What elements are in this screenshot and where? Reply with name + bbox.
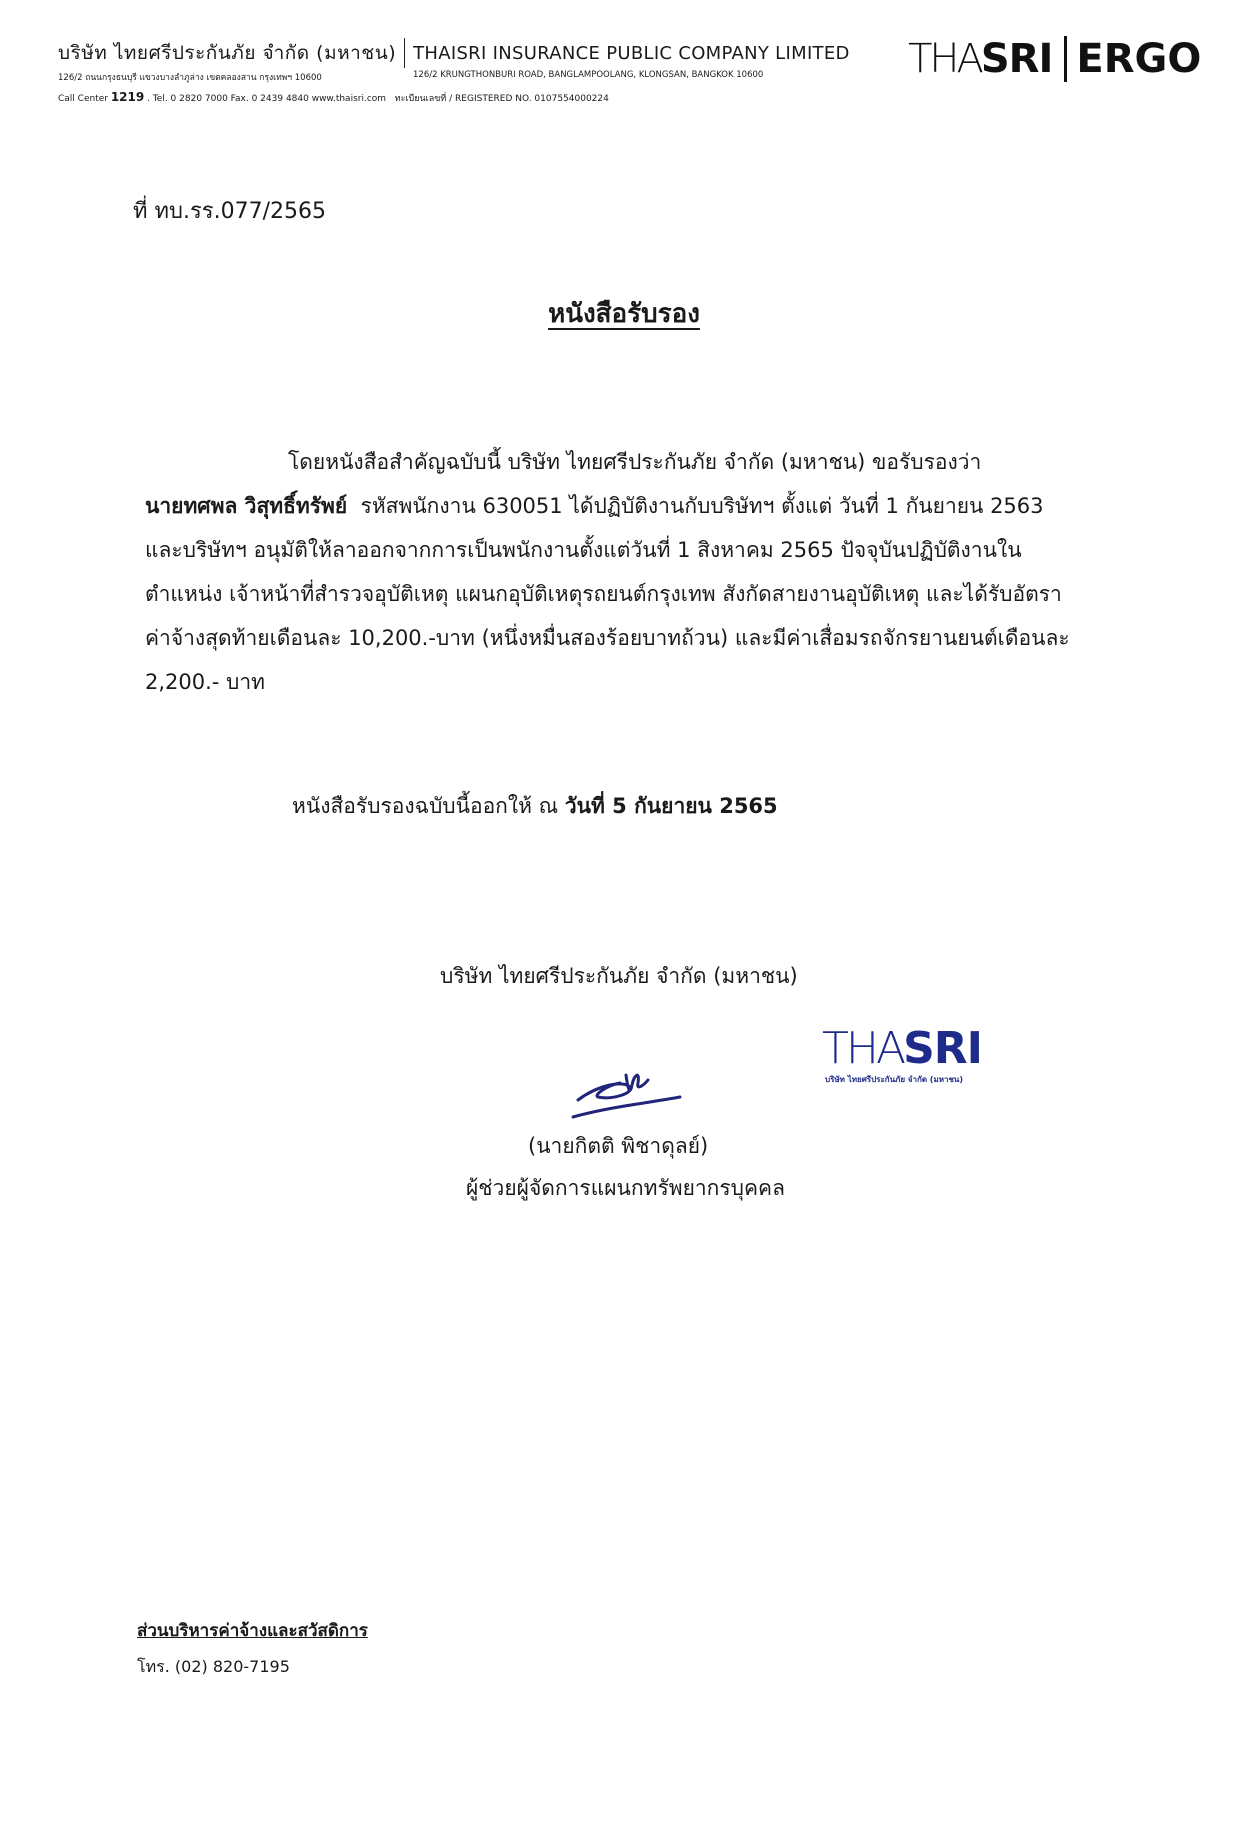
brand-sri: SRI: [980, 36, 1053, 82]
body-line-1: โดยหนังสือสำคัญฉบับนี้ บริษัท ไทยศรีประกันภัย จำกัด (มหาชน) ขอรับรองว่า: [288, 450, 982, 474]
issued-statement: [292, 790, 778, 823]
signer-name: (นายกิตติ พิชาดุลย์): [528, 1134, 709, 1158]
company-name-en: THAISRI INSURANCE PUBLIC COMPANY LIMITED: [413, 42, 850, 64]
address-th: 126/2 ถนนกรุงธนบุรี แขวงบางลำภูล่าง เขตคลองสาน กรุงเทพฯ 10600: [58, 73, 322, 83]
footer-telephone: โทร. (02) 820-7195: [137, 1657, 290, 1676]
brand-ergo: ERGO: [1076, 36, 1202, 82]
letterhead: [58, 38, 850, 105]
stamp-caption: บริษัท ไทยศรีประกันภัย จำกัด (มหาชน): [825, 1075, 964, 1084]
company-stamp: [822, 1025, 1002, 1086]
signature-company: บริษัท ไทยศรีประกันภัย จำกัด (มหาชน): [440, 964, 798, 988]
body-line-2: [145, 484, 1110, 528]
issued-prefix: หนังสือรับรองฉบับนี้ออกให้ ณ: [292, 794, 559, 818]
body-line-3: และบริษัทฯ อนุมัติให้ลาออกจากการเป็นพนักงานตั้งแต่วันที่ 1 สิงหาคม 2565 ปัจจุบันปฏิบัติงานใน: [145, 538, 1022, 562]
thaisri-ergo-logo: [908, 36, 1201, 82]
issued-date: วันที่ 5 กันยายน 2565: [564, 794, 778, 818]
call-center-label: Call Center: [58, 94, 108, 104]
company-name-th: บริษัท ไทยศรีประกันภัย จำกัด (มหาชน): [58, 42, 397, 64]
stamp-tha: THA: [822, 1023, 904, 1074]
employee-details: รหัสพนักงาน 630051 ได้ปฏิบัติงานกับบริษัทฯ ตั้งแต่ วันที่ 1 กันยายน 2563: [360, 494, 1044, 518]
address-en: 126/2 KRUNGTHONBURI ROAD, BANGLAMPOOLANG, KLONGSAN, BANGKOK 10600: [413, 70, 764, 80]
registered-number: ทะเบียนเลขที่ / REGISTERED NO. 0107554000224: [394, 94, 609, 104]
reference-number: ที่ ทบ.รร.077/2565: [133, 199, 326, 224]
tel-fax-web: . Tel. 0 2820 7000 Fax. 0 2439 4840 www.thaisri.com: [147, 94, 387, 104]
body-line-5: ค่าจ้างสุดท้ายเดือนละ 10,200.-บาท (หนึ่งหมื่นสองร้อยบาทถ้วน) และมีค่าเสื่อมรถจักรยานยนต์เดือนละ: [145, 626, 1070, 650]
document-title-wrap: [0, 293, 1248, 334]
footer-department: ส่วนบริหารค่าจ้างและสวัสดิการ: [137, 1621, 368, 1641]
brand-tha: THA: [908, 36, 981, 82]
letterhead-divider: [404, 38, 405, 68]
signer-title: ผู้ช่วยผู้จัดการแผนกทรัพยากรบุคคล: [466, 1176, 785, 1200]
document-title: หนังสือรับรอง: [548, 299, 700, 329]
employee-name: นายทศพล วิสุทธิ์ทรัพย์: [145, 494, 348, 518]
brand-divider: [1064, 36, 1067, 82]
body-line-4: ตำแหน่ง เจ้าหน้าที่สำรวจอุบัติเหตุ แผนกอุบัติเหตุรถยนต์กรุงเทพ สังกัดสายงานอุบัติเหตุ และได้รับอัตรา: [145, 582, 1062, 606]
call-center-number: 1219: [110, 90, 145, 104]
stamp-sri: SRI: [903, 1023, 983, 1074]
handwritten-signature: [568, 1045, 688, 1125]
body-line-6: 2,200.- บาท: [145, 670, 266, 694]
certificate-body: [145, 440, 1110, 704]
